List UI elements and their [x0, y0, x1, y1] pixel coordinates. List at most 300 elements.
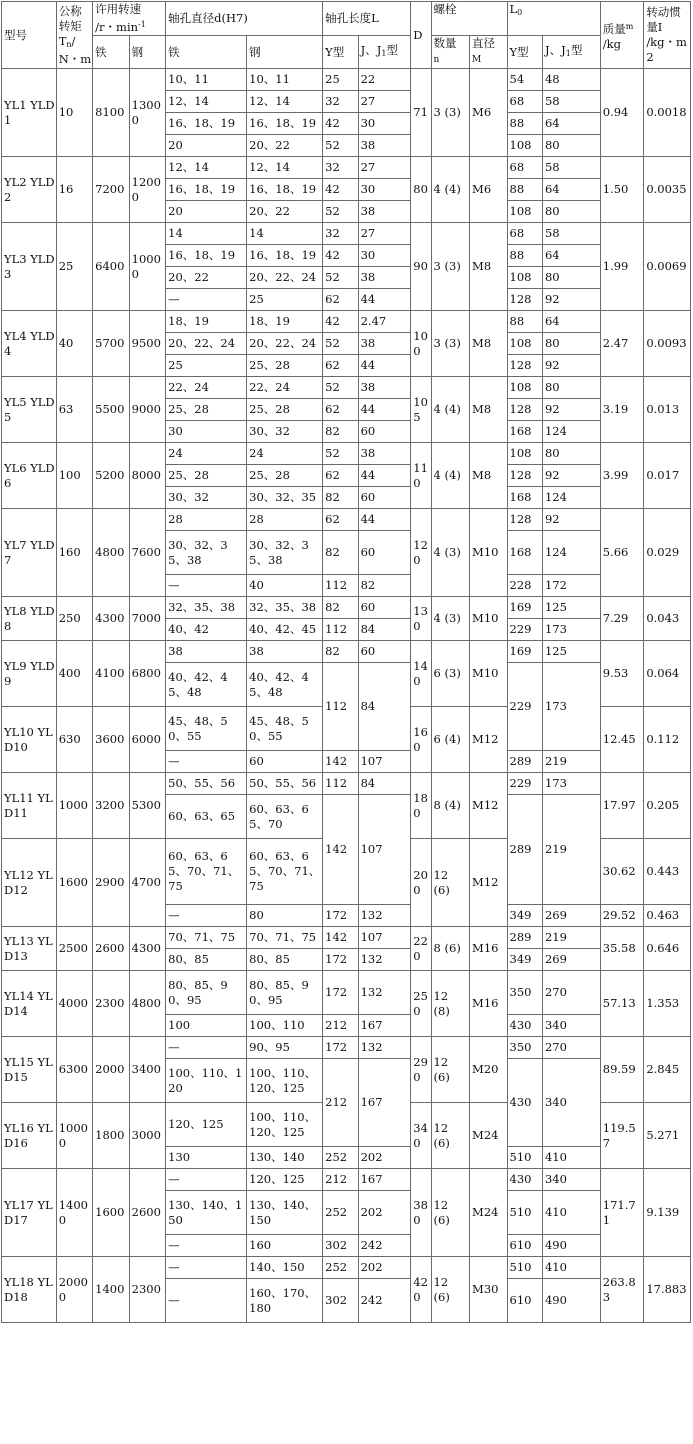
- table-cell: 172: [323, 1037, 358, 1059]
- table-cell: 200: [411, 839, 431, 927]
- table-cell: M6: [470, 157, 507, 223]
- header-mass-unit: /kg: [602, 36, 621, 51]
- table-cell: 202: [358, 1147, 411, 1169]
- table-cell: 32: [323, 157, 358, 179]
- header-l0-j-label: J、J: [544, 43, 566, 57]
- table-cell: 250: [56, 597, 92, 641]
- table-cell: 120、125: [247, 1169, 323, 1191]
- table-cell: 107: [358, 927, 411, 949]
- table-cell: 20、22、24: [247, 333, 323, 355]
- table-cell: 250: [411, 971, 431, 1037]
- table-cell: 124: [542, 531, 600, 575]
- table-row: [2, 927, 691, 949]
- header-l0-subscript: 0: [517, 8, 523, 17]
- table-cell: 167: [358, 1169, 411, 1191]
- table-cell: 160: [247, 1235, 323, 1257]
- table-cell: 64: [542, 311, 600, 333]
- table-cell: 42: [323, 179, 358, 201]
- table-cell: 58: [542, 223, 600, 245]
- table-cell: 16: [56, 157, 92, 223]
- table-cell: 510: [507, 1257, 542, 1279]
- table-cell: 16、18、19: [166, 179, 247, 201]
- table-cell: 0.0035: [644, 157, 691, 223]
- table-cell: 52: [323, 267, 358, 289]
- table-cell: 20000: [56, 1257, 92, 1323]
- table-cell: 9500: [129, 311, 165, 377]
- table-cell: 289: [507, 927, 542, 949]
- table-cell: 44: [358, 465, 411, 487]
- table-cell: —: [166, 1279, 247, 1323]
- table-cell: 5.66: [600, 509, 644, 597]
- table-cell: 8 (4): [431, 773, 470, 839]
- table-cell: 14000: [56, 1169, 92, 1257]
- table-cell: M8: [470, 377, 507, 443]
- table-cell: 125: [542, 641, 600, 663]
- table-cell: 44: [358, 289, 411, 311]
- table-cell: 38: [358, 333, 411, 355]
- table-cell: 4300: [129, 927, 165, 971]
- table-cell: 0.205: [644, 773, 691, 839]
- table-cell: 2300: [93, 971, 129, 1037]
- table-cell: 20: [166, 135, 247, 157]
- table-cell: 5.271: [644, 1103, 691, 1169]
- header-l0-symbol: L: [509, 2, 518, 16]
- table-cell: 302: [323, 1235, 358, 1257]
- table-cell: 60、63、65、70、71、75: [247, 839, 323, 905]
- table-cell: M16: [470, 927, 507, 971]
- table-cell: 88: [507, 311, 542, 333]
- table-cell: 64: [542, 245, 600, 267]
- table-cell: 38: [358, 201, 411, 223]
- table-cell: 29.52: [600, 905, 644, 927]
- table-cell: 20、22: [166, 267, 247, 289]
- table-cell: 112: [323, 663, 358, 751]
- table-cell: 38: [358, 135, 411, 157]
- table-cell: 6000: [129, 707, 165, 773]
- table-cell: 124: [542, 421, 600, 443]
- table-cell: YL8 YLD8: [2, 597, 57, 641]
- header-row-1: [2, 2, 691, 36]
- table-cell: 167: [358, 1059, 411, 1147]
- header-speed-exponent: -1: [138, 20, 146, 29]
- table-row: [2, 311, 691, 333]
- table-cell: 18、19: [247, 311, 323, 333]
- table-cell: 14: [166, 223, 247, 245]
- table-cell: 25、28: [166, 399, 247, 421]
- table-cell: 269: [542, 905, 600, 927]
- table-cell: 108: [507, 201, 542, 223]
- table-cell: YL5 YLD5: [2, 377, 57, 443]
- table-cell: M10: [470, 509, 507, 597]
- table-cell: 24: [247, 443, 323, 465]
- table-cell: 10、11: [247, 69, 323, 91]
- table-cell: M10: [470, 641, 507, 707]
- header-mass: [600, 2, 644, 69]
- table-cell: 38: [247, 641, 323, 663]
- table-cell: 4000: [56, 971, 92, 1037]
- table-cell: 25: [323, 69, 358, 91]
- header-torque-unit: /N・m: [58, 33, 92, 66]
- table-cell: 30、32: [166, 487, 247, 509]
- header-bolt-dia-label: 直径: [472, 36, 496, 50]
- table-cell: 100、110: [247, 1015, 323, 1037]
- table-cell: 132: [358, 905, 411, 927]
- table-cell: 0.646: [644, 927, 691, 971]
- table-cell: —: [166, 751, 247, 773]
- table-cell: 12 (6): [431, 839, 470, 927]
- table-cell: 349: [507, 949, 542, 971]
- table-cell: M24: [470, 1103, 507, 1169]
- table-cell: 124: [542, 487, 600, 509]
- table-cell: 112: [323, 773, 358, 795]
- table-cell: 172: [542, 575, 600, 597]
- table-cell: 172: [323, 949, 358, 971]
- table-cell: 130: [166, 1147, 247, 1169]
- table-cell: 0.112: [644, 707, 691, 773]
- table-cell: 3600: [93, 707, 129, 773]
- table-cell: 212: [323, 1059, 358, 1147]
- table-cell: 142: [323, 751, 358, 773]
- table-cell: 22、24: [166, 377, 247, 399]
- table-cell: 57.13: [600, 971, 644, 1037]
- table-cell: 340: [542, 1059, 600, 1147]
- table-cell: 160、170、180: [247, 1279, 323, 1323]
- table-cell: 88: [507, 113, 542, 135]
- table-cell: 3 (3): [431, 311, 470, 377]
- table-cell: 212: [323, 1169, 358, 1191]
- table-cell: 167: [358, 1015, 411, 1037]
- table-cell: 20、22: [247, 135, 323, 157]
- table-cell: 410: [542, 1147, 600, 1169]
- table-cell: —: [166, 575, 247, 597]
- table-cell: 290: [411, 1037, 431, 1103]
- table-cell: 510: [507, 1147, 542, 1169]
- header-bolt-dia: [470, 36, 507, 69]
- table-cell: 8 (6): [431, 927, 470, 971]
- header-len-j: [358, 36, 411, 69]
- table-cell: 108: [507, 333, 542, 355]
- table-cell: 60: [358, 641, 411, 663]
- table-cell: 82: [323, 531, 358, 575]
- header-mass-label: 质量: [602, 21, 626, 36]
- table-cell: —: [166, 905, 247, 927]
- table-cell: 6400: [93, 223, 129, 311]
- table-cell: 12、14: [166, 157, 247, 179]
- table-cell: 168: [507, 487, 542, 509]
- table-cell: 0.94: [600, 69, 644, 157]
- table-cell: 45、48、50、55: [166, 707, 247, 751]
- header-mass-marker: m: [625, 21, 634, 31]
- header-inertia-unit: /kg・m: [646, 35, 687, 49]
- table-cell: 173: [542, 773, 600, 795]
- table-cell: YL1 YLD1: [2, 69, 57, 157]
- table-cell: 60、63、65、70、71、75: [166, 839, 247, 905]
- table-cell: 0.0069: [644, 223, 691, 311]
- table-cell: 6 (3): [431, 641, 470, 707]
- table-cell: M8: [470, 443, 507, 509]
- table-cell: 252: [323, 1191, 358, 1235]
- header-bore-length: 轴孔长度L: [323, 2, 411, 36]
- table-cell: M24: [470, 1169, 507, 1257]
- table-cell: 0.0093: [644, 311, 691, 377]
- table-cell: 25: [166, 355, 247, 377]
- table-cell: 3.19: [600, 377, 644, 443]
- table-cell: M20: [470, 1037, 507, 1103]
- table-cell: M12: [470, 839, 507, 927]
- table-cell: 82: [358, 575, 411, 597]
- table-cell: 14: [247, 223, 323, 245]
- table-cell: 68: [507, 91, 542, 113]
- table-cell: YL12 YLD12: [2, 839, 57, 927]
- table-cell: 30: [358, 113, 411, 135]
- table-cell: 58: [542, 91, 600, 113]
- header-speed-unit: /r・min: [95, 20, 139, 34]
- table-cell: 70、71、75: [247, 927, 323, 949]
- table-cell: YL17 YLD17: [2, 1169, 57, 1257]
- table-cell: 228: [507, 575, 542, 597]
- table-cell: 35.58: [600, 927, 644, 971]
- table-row: [2, 1257, 691, 1279]
- table-cell: 173: [542, 663, 600, 751]
- table-cell: 171.71: [600, 1169, 644, 1257]
- table-cell: 168: [507, 421, 542, 443]
- table-cell: 80: [542, 135, 600, 157]
- table-cell: 62: [323, 509, 358, 531]
- table-cell: 28: [166, 509, 247, 531]
- table-cell: 89.59: [600, 1037, 644, 1103]
- table-cell: 0.043: [644, 597, 691, 641]
- table-cell: 340: [411, 1103, 431, 1169]
- table-cell: 1600: [56, 839, 92, 927]
- table-cell: 130、140、150: [247, 1191, 323, 1235]
- table-cell: 30: [166, 421, 247, 443]
- table-cell: 173: [542, 619, 600, 641]
- table-cell: 270: [542, 971, 600, 1015]
- table-cell: 510: [507, 1191, 542, 1235]
- table-cell: 252: [323, 1257, 358, 1279]
- table-cell: 120: [411, 509, 431, 597]
- header-torque-label: 公称转矩: [58, 3, 82, 33]
- header-len-j-label: J、J: [360, 43, 382, 57]
- table-cell: 2000: [93, 1037, 129, 1103]
- table-cell: 44: [358, 399, 411, 421]
- header-speed-steel: 钢: [129, 36, 165, 69]
- table-row: [2, 641, 691, 663]
- table-cell: 1.353: [644, 971, 691, 1037]
- table-cell: 610: [507, 1279, 542, 1323]
- table-cell: 84: [358, 619, 411, 641]
- table-cell: 108: [507, 135, 542, 157]
- table-cell: 60: [358, 487, 411, 509]
- table-row: [2, 1169, 691, 1191]
- table-cell: 84: [358, 663, 411, 751]
- table-cell: 430: [507, 1015, 542, 1037]
- table-cell: 4 (3): [431, 597, 470, 641]
- table-cell: 30、32、35、38: [166, 531, 247, 575]
- table-cell: 172: [323, 971, 358, 1015]
- table-cell: 20、22、24: [247, 267, 323, 289]
- table-cell: 27: [358, 157, 411, 179]
- table-cell: 132: [358, 1037, 411, 1059]
- table-cell: 130、140、150: [166, 1191, 247, 1235]
- table-cell: 269: [542, 949, 600, 971]
- table-cell: 7000: [129, 597, 165, 641]
- table-cell: 52: [323, 377, 358, 399]
- table-cell: 2600: [129, 1169, 165, 1257]
- table-cell: 80: [542, 201, 600, 223]
- table-cell: 112: [323, 619, 358, 641]
- table-cell: 110: [411, 443, 431, 509]
- table-cell: 40: [56, 311, 92, 377]
- table-cell: 7200: [93, 157, 129, 223]
- table-cell: 10: [56, 69, 92, 157]
- header-d: D: [411, 2, 431, 69]
- table-cell: 30、32、35、38: [247, 531, 323, 575]
- table-cell: 8100: [93, 69, 129, 157]
- table-cell: 30: [358, 179, 411, 201]
- table-cell: 92: [542, 355, 600, 377]
- table-cell: 25、28: [247, 399, 323, 421]
- table-cell: 219: [542, 927, 600, 949]
- table-cell: 350: [507, 1037, 542, 1059]
- table-cell: 128: [507, 465, 542, 487]
- table-cell: 1000: [56, 773, 92, 839]
- table-cell: 28: [247, 509, 323, 531]
- table-cell: 242: [358, 1235, 411, 1257]
- table-cell: 219: [542, 795, 600, 905]
- table-cell: 142: [323, 795, 358, 905]
- table-cell: 7.29: [600, 597, 644, 641]
- table-cell: 38: [358, 443, 411, 465]
- table-cell: 38: [358, 267, 411, 289]
- table-cell: 0.0018: [644, 69, 691, 157]
- header-inertia-label: 转动惯量I: [646, 5, 681, 34]
- table-cell: 0.443: [644, 839, 691, 905]
- spec-table-container: [1, 1, 692, 1323]
- table-cell: 12000: [129, 157, 165, 223]
- table-cell: 2600: [93, 927, 129, 971]
- table-cell: 68: [507, 223, 542, 245]
- table-cell: 62: [323, 355, 358, 377]
- header-l0: [507, 2, 600, 36]
- table-row: [2, 157, 691, 179]
- table-cell: 82: [323, 487, 358, 509]
- header-bore-iron: 铁: [166, 36, 247, 69]
- table-cell: 27: [358, 91, 411, 113]
- table-cell: M12: [470, 773, 507, 839]
- table-cell: 5200: [93, 443, 129, 509]
- table-cell: M10: [470, 597, 507, 641]
- header-bore-diameter: 轴孔直径d(H7): [166, 2, 323, 36]
- header-speed-iron: 铁: [93, 36, 129, 69]
- table-cell: 410: [542, 1191, 600, 1235]
- table-cell: 132: [358, 971, 411, 1015]
- table-cell: 62: [323, 289, 358, 311]
- table-cell: 24: [166, 443, 247, 465]
- table-cell: 132: [358, 949, 411, 971]
- table-cell: 44: [358, 509, 411, 531]
- table-cell: 60: [247, 751, 323, 773]
- table-cell: 40、42、45、48: [166, 663, 247, 707]
- header-bolt-qty-label: 数量: [433, 36, 457, 50]
- table-cell: 2.47: [600, 311, 644, 377]
- table-cell: 71: [411, 69, 431, 157]
- header-bolt: 螺栓: [431, 2, 507, 36]
- table-cell: YL14 YLD14: [2, 971, 57, 1037]
- table-cell: 1400: [93, 1257, 129, 1323]
- table-cell: 80: [542, 377, 600, 399]
- table-cell: M8: [470, 223, 507, 311]
- table-cell: 212: [323, 1015, 358, 1037]
- table-cell: 229: [507, 663, 542, 751]
- header-bolt-qty: [431, 36, 470, 69]
- table-cell: 22: [358, 69, 411, 91]
- table-cell: 80、85: [166, 949, 247, 971]
- table-cell: 38: [166, 641, 247, 663]
- table-cell: 3400: [129, 1037, 165, 1103]
- table-row: [2, 69, 691, 91]
- header-inertia-exponent: 2: [646, 50, 654, 64]
- table-row: [2, 509, 691, 531]
- table-cell: 45、48、50、55: [247, 707, 323, 751]
- header-torque-subscript: n: [66, 39, 72, 49]
- table-cell: 112: [323, 575, 358, 597]
- table-cell: 2.845: [644, 1037, 691, 1103]
- table-cell: 100、110、120: [166, 1059, 247, 1103]
- table-cell: 6800: [129, 641, 165, 707]
- table-cell: 128: [507, 289, 542, 311]
- table-cell: 52: [323, 443, 358, 465]
- table-cell: 1.99: [600, 223, 644, 311]
- table-cell: 9.139: [644, 1169, 691, 1257]
- table-cell: 5300: [129, 773, 165, 839]
- table-cell: 64: [542, 113, 600, 135]
- table-cell: 12 (8): [431, 971, 470, 1037]
- table-cell: 63: [56, 377, 92, 443]
- table-cell: —: [166, 1235, 247, 1257]
- table-cell: 2.47: [358, 311, 411, 333]
- table-cell: YL15 YLD15: [2, 1037, 57, 1103]
- table-cell: 610: [507, 1235, 542, 1257]
- table-cell: 289: [507, 751, 542, 773]
- table-cell: 229: [507, 619, 542, 641]
- table-cell: 80: [411, 157, 431, 223]
- table-cell: 0.064: [644, 641, 691, 707]
- table-cell: 7600: [129, 509, 165, 597]
- table-cell: 42: [323, 113, 358, 135]
- table-cell: YL11 YLD11: [2, 773, 57, 839]
- table-cell: 160: [411, 707, 431, 773]
- table-cell: 92: [542, 509, 600, 531]
- table-cell: 17.97: [600, 773, 644, 839]
- table-cell: YL3 YLD3: [2, 223, 57, 311]
- table-cell: 20、22: [247, 201, 323, 223]
- table-cell: 350: [507, 971, 542, 1015]
- table-cell: 142: [323, 927, 358, 949]
- table-cell: 12 (6): [431, 1257, 470, 1323]
- table-cell: 82: [323, 421, 358, 443]
- table-cell: 25、28: [247, 465, 323, 487]
- table-cell: 3200: [93, 773, 129, 839]
- table-cell: 52: [323, 201, 358, 223]
- table-cell: 4 (4): [431, 377, 470, 443]
- table-cell: YL6 YLD6: [2, 443, 57, 509]
- table-cell: 10、11: [166, 69, 247, 91]
- table-cell: 54: [507, 69, 542, 91]
- table-cell: 105: [411, 377, 431, 443]
- table-cell: 490: [542, 1235, 600, 1257]
- table-cell: 140: [411, 641, 431, 707]
